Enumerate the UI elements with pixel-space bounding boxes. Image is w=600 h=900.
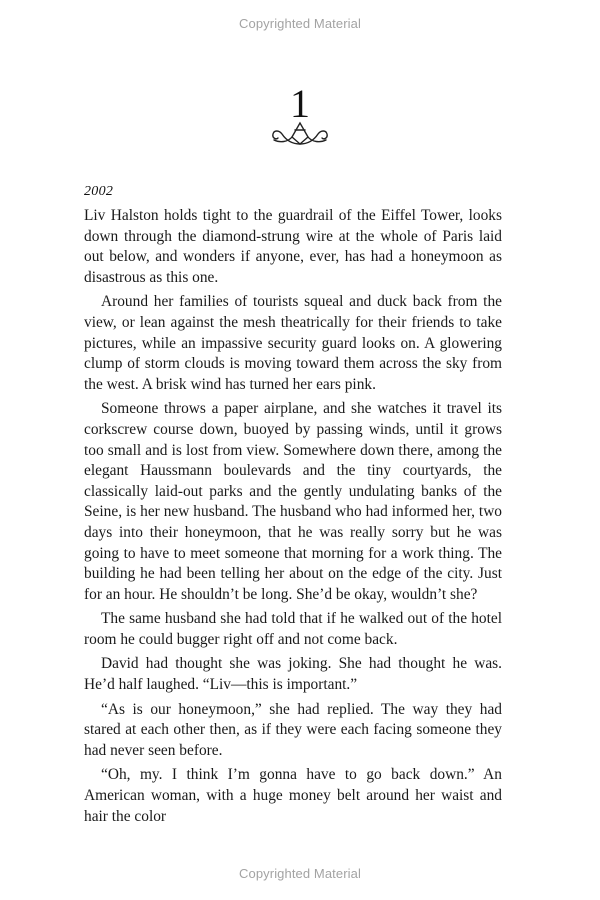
paragraph-4: The same husband she had told that if he walked out of the hotel room he could bugger right off and not come back. <box>84 610 502 648</box>
paragraph-6: “As is our honeymoon,” she had replied. The way they had stared at each other then, as if they were each facing someone they had never seen before. <box>84 700 502 759</box>
paragraph-1: Liv Halston holds tight to the guardrail of the Eiffel Tower, looks down through the diamond-strung wire at the whole of Paris laid out below, and wonders if anyone, ever, has had a honeymoon as disastrous as this one. <box>84 207 502 286</box>
chapter-body-text <box>84 206 502 831</box>
section-year: 2002 <box>84 184 114 199</box>
chapter-number: 1 <box>290 81 310 126</box>
fleuron-ornament-icon <box>264 120 336 146</box>
paragraph-5: David had thought she was joking. She had thought he was. He’d half laughed. “Liv—this is important.” <box>84 655 502 694</box>
paragraph-7: “Oh, my. I think I’m gonna have to go back down.” An American woman, with a huge money belt around her waist and hair the color <box>84 766 502 825</box>
paragraph-2: Around her families of tourists squeal and duck back from the view, or lean against the mesh theatrically for their friends to take pictures, while an impassive security guard looks on. A glowering clump of storm clouds is moving toward them across the sky from the west. A brisk wind has turned her ears pink. <box>84 293 502 393</box>
paragraph-3: Someone throws a paper airplane, and she watches it travel its corkscrew course down, buoyed by passing winds, until it grows too small and is lost from view. Somewhere down there, among the elegant Haussmann boulevards and the tiny courtyards, the classically laid-out parks and the gently undulating banks of the Seine, is her new husband. The husband who had informed her, two days into their honeymoon, that he was really sorry but he was going to have to meet someone that morning for a work thing. The building he had been telling her about on the edge of the city. Just for an hour. He shouldn’t be long. She’d be okay, wouldn’t she? <box>84 400 502 603</box>
copyright-watermark-bottom: Copyrighted Material <box>239 866 361 881</box>
copyright-watermark-top: Copyrighted Material <box>239 16 361 31</box>
